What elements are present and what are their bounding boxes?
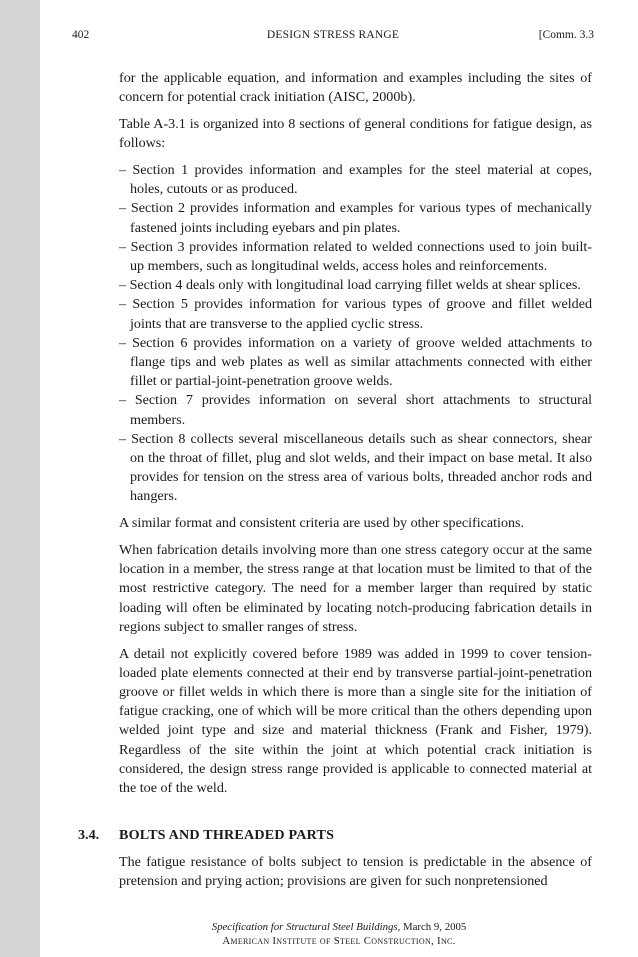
commentary-reference: [Comm. 3.3 — [538, 29, 594, 41]
list-item: – Section 4 deals only with longitudinal load carrying fillet welds at shear splices. — [119, 277, 581, 294]
list-item: – Section 6 provides information on a variety of groove welded attachments to flange tips and web plates as well as similar attachments connected with either fillet or partial-joint-penetration groove welds. — [119, 334, 592, 390]
list-item: – Section 7 provides information on several short attachments to structural members. — [119, 392, 592, 428]
list-item: – Section 8 collects several miscellaneous details such as shear connectors, shear on the throat of fillet, plug and slot welds, and their impact on base metal. It also provides for tension on the stress area of various bolts, threaded anchor rods and hangers. — [119, 430, 592, 505]
institute-name: American Institute of Steel Construction, Inc. — [222, 935, 456, 947]
sections-list — [119, 161, 592, 507]
list-item: – Section 2 provides information and examples for various types of mechanically fastened joints including eyebars and pin plates. — [119, 200, 592, 236]
page-gutter — [0, 0, 40, 957]
main-text — [119, 69, 592, 806]
running-title: DESIGN STRESS RANGE — [266, 29, 400, 41]
list-item: – Section 5 provides information for various types of groove and fillet welded joints that are transverse to the applied cyclic stress. — [119, 296, 592, 332]
paragraph: Table A-3.1 is organized into 8 sections of general conditions for fatigue design, as follows: — [119, 116, 592, 152]
page-footer — [40, 920, 638, 948]
spec-title: Specification for Structural Steel Buildings, — [211, 921, 401, 933]
paragraph: When fabrication details involving more than one stress category occur at the same location in a member, the stress range at that location must be limited to that of the most restrictive category. The need for a member larger than required by static loading will often be eliminated by locating notch-producing fabrication details in regions subject to smaller ranges of stress. — [119, 542, 592, 635]
paragraph: A similar format and consistent criteria are used by other specifications. — [119, 515, 525, 532]
paragraph: The fatigue resistance of bolts subject to tension is predictable in the absence of pretension and prying action; provisions are given for such nonpretensioned — [119, 854, 592, 890]
section-number: 3.4. — [78, 827, 100, 843]
page-number: 402 — [72, 29, 90, 41]
list-item: – Section 1 provides information and examples for the steel material at copes, holes, cutouts or as produced. — [119, 162, 592, 198]
paragraph: A detail not explicitly covered before 1989 was added in 1999 to cover tension-loaded plate elements connected at their end by transverse partial-joint-penetration groove or fillet welds in which there is more than a single site for the initiation of fatigue cracking, one of which will be more critical than the others depending upon welded joint type and size and material thickness (Frank and Fisher, 1979). Regardless of the site within the joint at which potential crack initiation is considered, the design stress range provided is applicable to connected material at the toe of the weld. — [119, 645, 592, 797]
running-header — [72, 27, 594, 43]
spec-date: March 9, 2005 — [400, 921, 467, 933]
footer-line-1 — [40, 920, 638, 934]
paragraph: for the applicable equation, and information and examples including the sites of concern for potential crack initiation (AISC, 2000b). — [119, 70, 592, 106]
section-title: BOLTS AND THREADED PARTS — [119, 827, 335, 843]
section-text — [119, 853, 592, 891]
list-item: – Section 3 provides information related to welded connections used to join built-up members, such as longitudinal welds, access holes and reinforcements. — [119, 238, 592, 275]
